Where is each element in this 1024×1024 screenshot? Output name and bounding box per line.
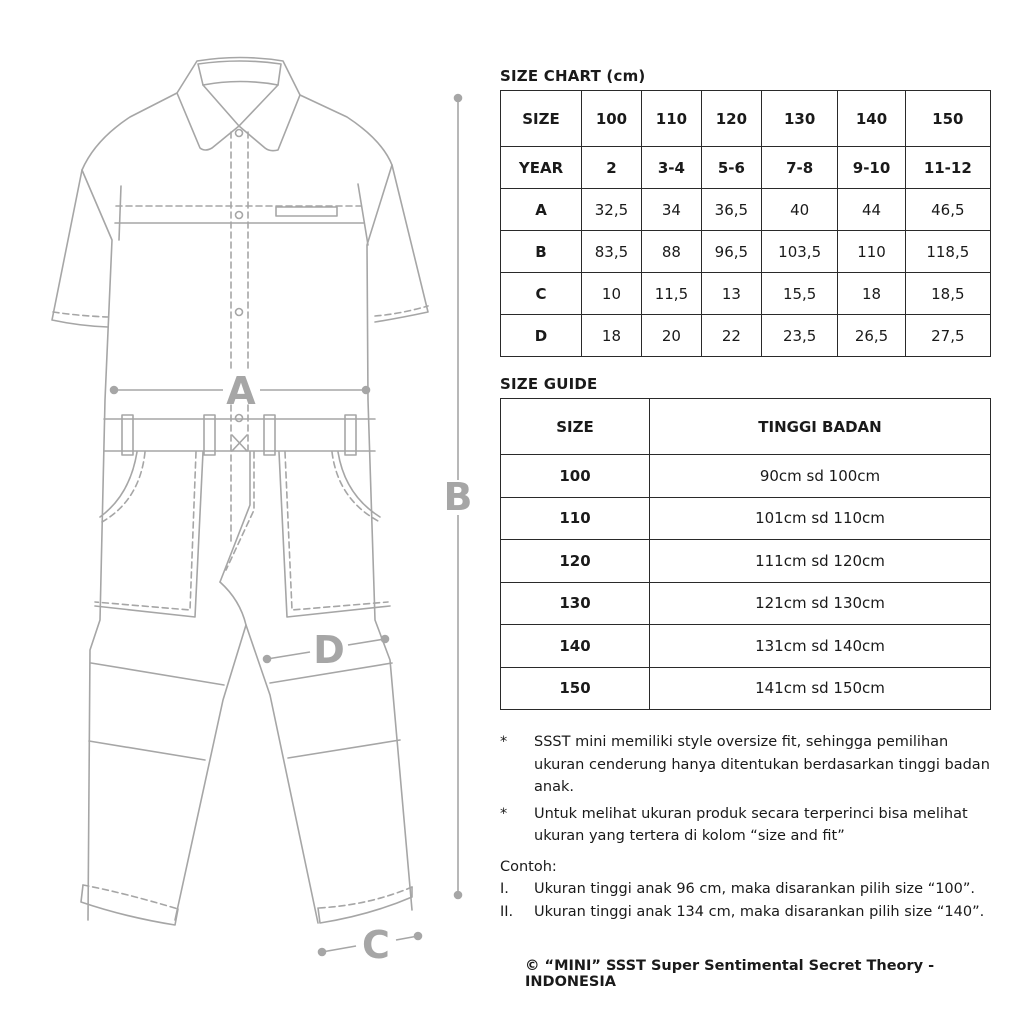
size-chart-title: SIZE CHART (cm)	[500, 67, 646, 85]
year-cell: 11-12	[905, 147, 990, 189]
table-row	[501, 189, 991, 231]
label-a: A	[226, 369, 256, 413]
example-item	[500, 878, 1000, 901]
value-cell: 44	[838, 189, 905, 231]
table-row	[501, 91, 991, 147]
value-cell: 13	[701, 273, 761, 315]
size-cell: 130	[501, 582, 650, 625]
row-label: C	[501, 273, 582, 315]
size-cell: 140	[501, 625, 650, 668]
size-cell: 100	[501, 455, 650, 498]
table-row	[501, 273, 991, 315]
value-cell: 18	[838, 273, 905, 315]
value-cell: 22	[701, 315, 761, 357]
note-marker: *	[500, 805, 508, 822]
copyright-footer: © “MINI” SSST Super Sentimental Secret Theory - INDONESIA	[525, 958, 935, 990]
height-cell: 101cm sd 110cm	[650, 497, 991, 540]
value-cell: 88	[641, 231, 701, 273]
table-row	[501, 455, 991, 498]
height-cell: 111cm sd 120cm	[650, 540, 991, 583]
example-text: Ukuran tinggi anak 96 cm, maka disarankan pilih size “100”.	[534, 881, 975, 897]
table-row	[501, 497, 991, 540]
table-row	[501, 399, 991, 455]
value-cell: 15,5	[761, 273, 838, 315]
height-cell: 121cm sd 130cm	[650, 582, 991, 625]
column-header-size: SIZE	[501, 399, 650, 455]
year-cell: 2	[582, 147, 642, 189]
value-cell: 18	[582, 315, 642, 357]
notes-section	[500, 731, 1000, 923]
example-marker: I.	[500, 881, 509, 897]
note-text: SSST mini memiliki style oversize fit, sehingga pemilihan ukuran cenderung hanya ditentukan berdasarkan tinggi badan anak.	[534, 734, 990, 795]
table-row	[501, 582, 991, 625]
example-marker: II.	[500, 903, 514, 920]
row-label: D	[501, 315, 582, 357]
size-cell: 120	[501, 540, 650, 583]
value-cell: 27,5	[905, 315, 990, 357]
note-marker: *	[500, 734, 508, 750]
size-cell: 110	[641, 91, 701, 147]
value-cell: 83,5	[582, 231, 642, 273]
size-guide-title: SIZE GUIDE	[500, 375, 598, 393]
table-row	[501, 667, 991, 710]
year-cell: 3-4	[641, 147, 701, 189]
value-cell: 26,5	[838, 315, 905, 357]
year-cell: 9-10	[838, 147, 905, 189]
table-row	[501, 540, 991, 583]
height-cell: 131cm sd 140cm	[650, 625, 991, 668]
year-header: YEAR	[501, 147, 582, 189]
size-cell: 110	[501, 497, 650, 540]
size-cell: 130	[761, 91, 838, 147]
size-cell: 150	[501, 667, 650, 710]
year-cell: 7-8	[761, 147, 838, 189]
table-row	[501, 315, 991, 357]
table-row	[501, 231, 991, 273]
examples-title: Contoh:	[500, 858, 557, 875]
value-cell: 36,5	[701, 189, 761, 231]
value-cell: 40	[761, 189, 838, 231]
example-item	[500, 901, 1000, 924]
value-cell: 32,5	[582, 189, 642, 231]
value-cell: 18,5	[905, 273, 990, 315]
jumpsuit-illustration	[0, 0, 490, 1024]
year-cell: 5-6	[701, 147, 761, 189]
column-header-height: TINGGI BADAN	[650, 399, 991, 455]
value-cell: 118,5	[905, 231, 990, 273]
value-cell: 34	[641, 189, 701, 231]
value-cell: 46,5	[905, 189, 990, 231]
value-cell: 11,5	[641, 273, 701, 315]
note-item	[500, 731, 1000, 799]
size-cell: 100	[582, 91, 642, 147]
value-cell: 103,5	[761, 231, 838, 273]
value-cell: 20	[641, 315, 701, 357]
table-row	[501, 625, 991, 668]
height-cell: 141cm sd 150cm	[650, 667, 991, 710]
row-label: B	[501, 231, 582, 273]
table-row	[501, 147, 991, 189]
row-label: A	[501, 189, 582, 231]
value-cell: 96,5	[701, 231, 761, 273]
size-header: SIZE	[501, 91, 582, 147]
note-text: Untuk melihat ukuran produk secara terperinci bisa melihat ukuran yang tertera di kolom “size and fit”	[534, 805, 968, 844]
value-cell: 23,5	[761, 315, 838, 357]
size-guide-table	[500, 398, 991, 710]
size-chart-table	[500, 90, 991, 357]
example-text: Ukuran tinggi anak 134 cm, maka disarankan pilih size “140”.	[534, 903, 985, 920]
size-cell: 140	[838, 91, 905, 147]
label-b: B	[443, 475, 473, 519]
size-cell: 150	[905, 91, 990, 147]
value-cell: 10	[582, 273, 642, 315]
label-c: C	[362, 923, 390, 967]
note-item	[500, 803, 1000, 848]
value-cell: 110	[838, 231, 905, 273]
height-cell: 90cm sd 100cm	[650, 455, 991, 498]
label-d: D	[313, 628, 345, 672]
size-cell: 120	[701, 91, 761, 147]
